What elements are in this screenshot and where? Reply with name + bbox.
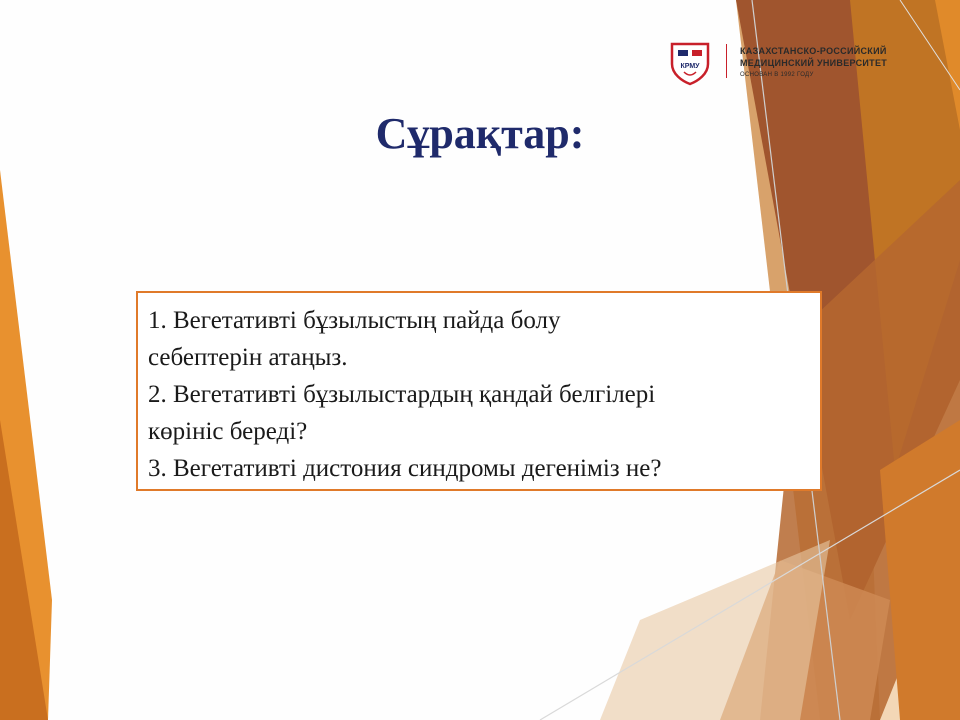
university-logo — [668, 38, 918, 88]
question-line: 1. Вегетативті бұзылыстың пайда болу — [148, 307, 561, 334]
questions-box — [136, 291, 822, 491]
question-line: 2. Вегетативті бұзылыстардың қандай белгілері — [148, 381, 656, 408]
logo-divider — [726, 44, 727, 78]
slide-title: Сұрақтар: — [375, 109, 585, 158]
logo-line-2: МЕДИЦИНСКИЙ УНИВЕРСИТЕТ — [740, 58, 888, 68]
logo-line-3: ОСНОВАН В 1992 ГОДУ — [740, 72, 814, 78]
question-line: себептерін атаңыз. — [148, 344, 348, 371]
shield-icon — [668, 40, 712, 86]
question-line: 3. Вегетативті дистония синдромы дегеніміз не? — [148, 455, 662, 482]
question-line: көрініс береді? — [148, 418, 308, 445]
logo-badge-text: КРМУ — [680, 63, 700, 70]
bottom-facet-light — [600, 540, 830, 720]
logo-line-1: КАЗАХСТАНСКО-РОССИЙСКИЙ — [740, 46, 887, 56]
